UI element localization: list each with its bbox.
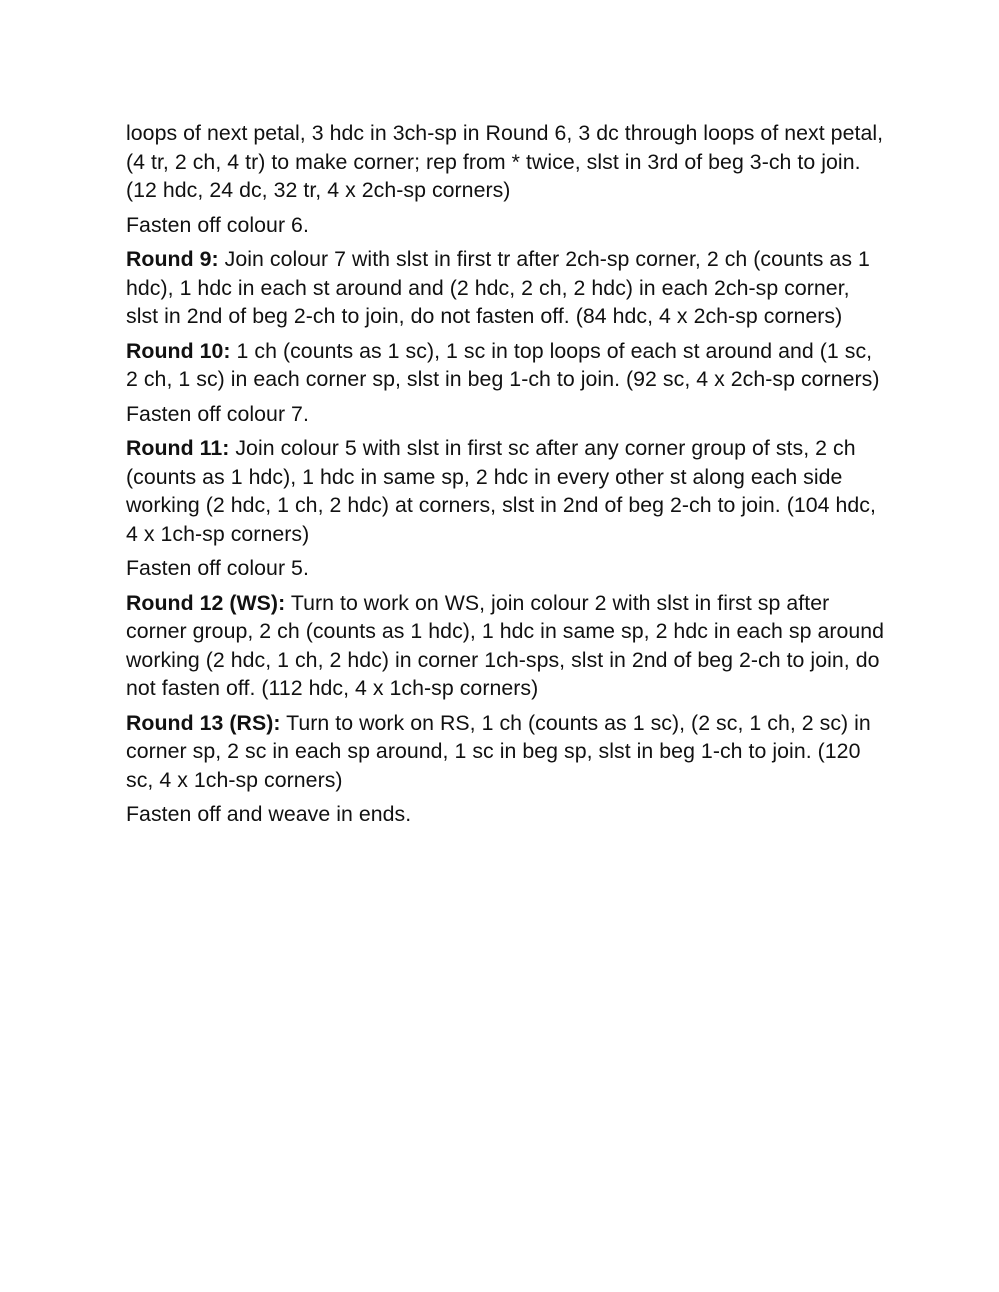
round-11-text: Join colour 5 with slst in first sc after any corner group of sts, 2 ch (counts as 1 hdc), 1 hdc in same sp, 2 hdc in every other st along each side working (2 hdc, 1 ch, 2 hdc) at corners, slst in 2nd of beg 2-ch to join. (104 hdc, 4 x 1ch-sp corners) xyxy=(126,436,876,546)
paragraph-round-8-continued xyxy=(126,119,886,205)
round-13-text: Turn to work on RS, 1 ch (counts as 1 sc), (2 sc, 1 ch, 2 sc) in corner sp, 2 sc in each sp around, 1 sc in beg sp, slst in beg 1-ch to join. (120 sc, 4 x 1ch-sp corners) xyxy=(126,710,871,792)
paragraph-round-9 xyxy=(126,245,886,331)
round-9-label: Round 9: xyxy=(126,247,219,271)
round-13-label: Round 13 (RS): xyxy=(126,710,281,735)
document-page xyxy=(126,119,886,835)
paragraph-round-13 xyxy=(126,709,886,795)
round-11-label: Round 11: xyxy=(126,436,230,460)
paragraph-fasten-off-final xyxy=(126,800,886,829)
round-12-text: Turn to work on WS, join colour 2 with slst in first sp after corner group, 2 ch (counts as 1 hdc), 1 hdc in same sp, 2 hdc in each sp around working (2 hdc, 1 ch, 2 hdc) in corner 1ch-sps, slst in 2nd of beg 2-ch to join, do not fasten off. (112 hdc, 4 x 1ch-sp corners) xyxy=(126,590,885,700)
paragraph-text: Fasten off colour 5. xyxy=(126,556,309,580)
round-12-label: Round 12 (WS): xyxy=(126,590,286,615)
round-9-text: Join colour 7 with slst in first tr after 2ch-sp corner, 2 ch (counts as 1 hdc), 1 hdc in each st around and (2 hdc, 2 ch, 2 hdc) in each 2ch-sp corner, slst in 2nd of beg 2-ch to join, do not fasten off. (84 hdc, 4 x 2ch-sp corners) xyxy=(126,247,870,328)
paragraph-text: Fasten off colour 6. xyxy=(126,212,309,237)
paragraph-text: Fasten off and weave in ends. xyxy=(126,802,412,826)
round-10-label: Round 10: xyxy=(126,338,231,363)
paragraph-text: loops of next petal, 3 hdc in 3ch-sp in Round 6, 3 dc through loops of next petal, (4 tr, 2 ch, 4 tr) to make corner; rep from * twice, slst in 3rd of beg 3-ch to join. (12 hdc, 24 dc, 32 tr, 4 x 2ch-sp corners) xyxy=(126,121,884,202)
paragraph-text: Fasten off colour 7. xyxy=(126,401,309,426)
paragraph-round-10 xyxy=(126,337,886,394)
paragraph-fasten-off-colour-7 xyxy=(126,400,886,429)
paragraph-fasten-off-colour-6 xyxy=(126,211,886,240)
paragraph-round-12 xyxy=(126,589,886,703)
paragraph-round-11 xyxy=(126,434,886,548)
round-10-text: 1 ch (counts as 1 sc), 1 sc in top loops of each st around and (1 sc, 2 ch, 1 sc) in each corner sp, slst in beg 1-ch to join. (92 sc, 4 x 2ch-sp corners) xyxy=(126,338,880,391)
paragraph-fasten-off-colour-5 xyxy=(126,554,886,583)
